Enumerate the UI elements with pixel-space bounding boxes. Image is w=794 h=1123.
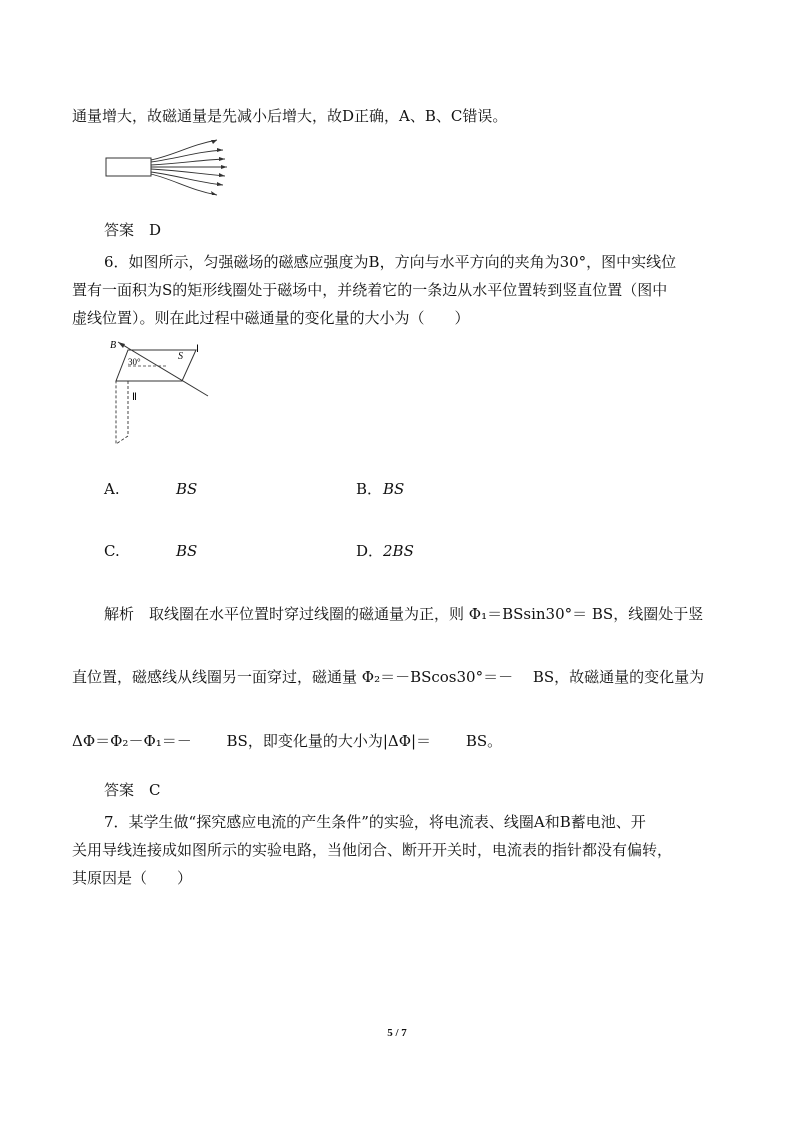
field-arrows bbox=[211, 140, 227, 195]
magnet-field-figure bbox=[105, 140, 245, 200]
text-line: 通量增大，故磁通量是先减小后增大，故D正确，A、B、C错误。 bbox=[72, 107, 508, 125]
analysis-line2: 直位置，磁感线从线圈另一面穿过，磁通量 Φ₂＝－BScos30°＝－ BS，故磁通量的变化量为 bbox=[72, 668, 705, 686]
question-6-line1: 6．如图所示，匀强磁场的磁感应强度为B，方向与水平方向的夹角为30°，图中实线位 bbox=[104, 253, 677, 271]
option-D-label: D． bbox=[356, 542, 384, 560]
question-7-line2: 关用导线连接成如图所示的实验电路，当他闭合、断开开关时，电流表的指针都没有偏转， bbox=[72, 841, 673, 859]
analysis-line3: ΔΦ＝Φ₂－Φ₁＝－ BS，即变化量的大小为|ΔΦ|＝ BS。 bbox=[72, 732, 503, 750]
label-II: Ⅱ bbox=[132, 392, 137, 403]
option-C-value: BS bbox=[176, 542, 198, 560]
label-B: B bbox=[110, 340, 117, 351]
question-7-line1: 7．某学生做“探究感应电流的产生条件”的实验，将电流表、线圈A和B蓄电池、开 bbox=[104, 813, 646, 831]
question-6-line3: 虚线位置）。则在此过程中磁通量的变化量的大小为（ ） bbox=[72, 309, 470, 327]
magnet-bar bbox=[106, 158, 151, 176]
label-angle: 30° bbox=[128, 357, 141, 367]
option-A-value: BS bbox=[176, 480, 198, 498]
question-7-line3: 其原因是（ ） bbox=[72, 869, 193, 887]
analysis-line1: 解析 取线圈在水平位置时穿过线圈的磁通量为正，则 Φ₁＝BSsin30°＝ BS，线圈处于竖 bbox=[104, 605, 704, 623]
field-arrow-B bbox=[118, 342, 125, 348]
label-I: Ⅰ bbox=[196, 344, 199, 355]
answer-6: 答案 C bbox=[104, 781, 161, 799]
page-number: 5 / 7 bbox=[387, 1027, 407, 1039]
answer-5: 答案 D bbox=[104, 221, 162, 239]
question-6-line2: 置有一面积为S的矩形线圈处于磁场中，并绕着它的一条边从水平位置转到竖直位置（图中 bbox=[72, 281, 668, 299]
option-B-value: BS bbox=[383, 480, 405, 498]
option-D-value: 2BS bbox=[383, 542, 414, 560]
option-B-label: B． bbox=[356, 480, 383, 498]
coil-figure bbox=[108, 336, 218, 446]
option-C-label: C. bbox=[104, 542, 120, 560]
coil-vertical-dashed bbox=[116, 381, 128, 444]
label-S: S bbox=[178, 351, 183, 362]
field-lines bbox=[151, 140, 227, 195]
option-A-label: A. bbox=[104, 480, 120, 498]
